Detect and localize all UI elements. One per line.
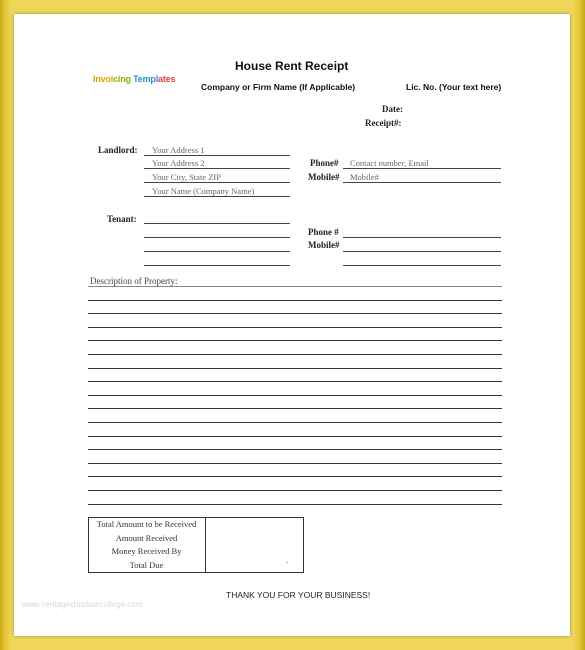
description-line[interactable] xyxy=(88,504,502,505)
description-line[interactable] xyxy=(88,463,502,464)
landlord-address-1[interactable]: Your Address 1 xyxy=(152,145,205,155)
landlord-phone-field[interactable]: Contact number, Email xyxy=(350,158,429,168)
landlord-mobile-label: Mobile# xyxy=(308,172,340,182)
tenant-extra-line[interactable] xyxy=(343,265,501,266)
tenant-line-2[interactable] xyxy=(144,237,290,238)
description-line[interactable] xyxy=(88,286,502,287)
description-line[interactable] xyxy=(88,422,502,423)
tenant-phone-label: Phone # xyxy=(308,227,339,237)
date-label: Date: xyxy=(382,104,403,114)
totals-divider xyxy=(205,517,206,572)
description-line[interactable] xyxy=(88,313,502,314)
license-number: Lic. No. (Your text here) xyxy=(406,82,502,92)
total-due-value[interactable]: - xyxy=(286,558,289,567)
tenant-phone-line[interactable] xyxy=(343,237,501,238)
tenant-line-4[interactable] xyxy=(144,265,290,266)
landlord-address-2[interactable]: Your Address 2 xyxy=(152,158,205,168)
description-line[interactable] xyxy=(88,395,502,396)
description-line[interactable] xyxy=(88,340,502,341)
landlord-phone-line xyxy=(343,168,501,169)
totals-labels xyxy=(88,518,205,572)
watermark-text: www.heritagechristiancollege.com xyxy=(22,600,143,609)
receipt-number-label: Receipt#: xyxy=(365,118,402,128)
logo-text: Invoicing Templates xyxy=(93,74,176,84)
tenant-line-3[interactable] xyxy=(144,251,290,252)
landlord-label: Landlord: xyxy=(98,145,138,155)
landlord-name[interactable]: Your Name (Company Name) xyxy=(152,186,255,196)
tenant-mobile-label: Mobile# xyxy=(308,240,340,250)
thank-you-text: THANK YOU FOR YOUR BUSINESS! xyxy=(226,590,371,600)
landlord-line-2 xyxy=(144,168,290,169)
tenant-line-1[interactable] xyxy=(144,223,290,224)
description-line[interactable] xyxy=(88,327,502,328)
invoicing-templates-logo xyxy=(93,74,175,84)
page-title: House Rent Receipt xyxy=(235,59,349,73)
landlord-phone-label: Phone# xyxy=(310,158,339,168)
landlord-mobile-field[interactable]: Mobile# xyxy=(350,172,379,182)
landlord-city[interactable]: Your City, State ZIP xyxy=(152,172,221,182)
description-line[interactable] xyxy=(88,368,502,369)
description-line[interactable] xyxy=(88,436,502,437)
tenant-label: Tenant: xyxy=(107,214,137,224)
total-due-label: Total Due xyxy=(129,559,164,570)
description-line[interactable] xyxy=(88,490,502,491)
tenant-mobile-line[interactable] xyxy=(343,251,501,252)
description-line[interactable] xyxy=(88,449,502,450)
description-line[interactable] xyxy=(88,408,502,409)
description-line[interactable] xyxy=(88,476,502,477)
total-amount-label: Total Amount to be Received xyxy=(96,519,197,529)
landlord-line-1 xyxy=(144,155,290,156)
description-line[interactable] xyxy=(88,300,502,301)
description-line[interactable] xyxy=(88,381,502,382)
description-line[interactable] xyxy=(88,354,502,355)
amount-received-label: Amount Received xyxy=(115,532,178,543)
money-received-by-label: Money Received By xyxy=(111,546,182,556)
receipt-page xyxy=(14,14,570,636)
landlord-line-3 xyxy=(144,182,290,183)
landlord-mobile-line xyxy=(343,182,501,183)
company-name: Company or Firm Name (If Applicable) xyxy=(201,82,356,92)
description-label: Description of Property: xyxy=(90,276,178,286)
landlord-line-4 xyxy=(144,196,290,197)
